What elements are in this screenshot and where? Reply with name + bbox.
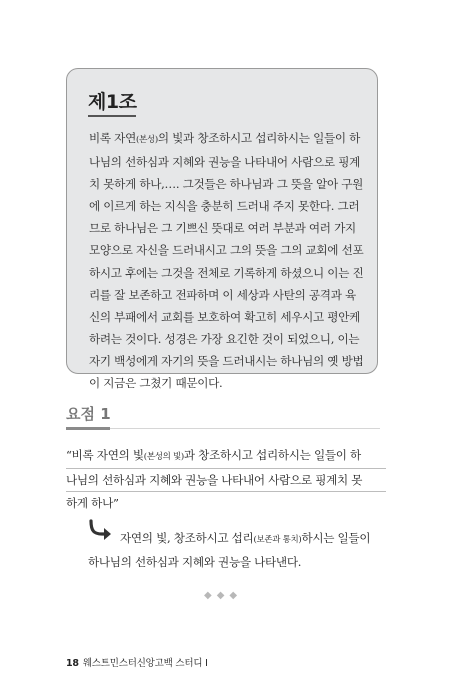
article-line: 모양으로 자신을 드러내시고 그의 뜻을 그의 교회에 선포 xyxy=(89,243,364,258)
article-line: 치 못하게 하나,…. 그것들은 하나님과 그 뜻을 알아 구원 xyxy=(89,177,364,192)
answer-line: 하나님의 선하심과 지혜와 권능을 나타낸다. xyxy=(88,555,302,569)
article-text xyxy=(89,127,364,394)
annotation: (보존과 통치) xyxy=(253,535,302,545)
article-line: 므로 하나님은 그 기쁘신 뜻대로 여러 부분과 여러 가지 xyxy=(89,221,356,236)
page-footer xyxy=(66,655,208,669)
book-title: 웨스트민스터신앙고백 스터디 I xyxy=(82,658,208,669)
text-segment: 하시는 일들이 xyxy=(301,531,371,545)
text-segment: 비록 자연 xyxy=(89,131,136,145)
section-underline xyxy=(66,427,110,430)
article-line: 에 이르게 하는 지식을 충분히 드러내 주지 못한다. 그러 xyxy=(89,199,360,214)
article-line xyxy=(89,127,361,151)
answer-line xyxy=(88,527,388,551)
page-number: 18 xyxy=(66,658,79,669)
title-underline xyxy=(88,115,136,117)
section-divider xyxy=(110,428,380,429)
article-line: 이 지금은 그쳤기 때문이다. xyxy=(89,376,223,391)
article-line: 자기 백성에게 자기의 뜻을 드러내시는 하나님의 옛 방법 xyxy=(89,353,364,368)
section-ornament: ◆◆◆ xyxy=(204,590,243,601)
quote-line: 하게 하나” xyxy=(66,496,119,510)
article-line: 나님의 선하심과 지혜와 권능을 나타내어 사람으로 핑계 xyxy=(89,155,361,170)
article-line: 하려는 것이다. 성경은 가장 요긴한 것이 되었으니, 이는 xyxy=(89,331,360,346)
section-heading: 요점 1 xyxy=(66,405,111,423)
text-segment: 의 빛과 창조하시고 섭리하시는 일들이 하 xyxy=(157,131,361,145)
quote-line xyxy=(66,444,386,469)
annotation: (본성의 빛) xyxy=(143,452,184,462)
article-line: 리를 잘 보존하고 전파하며 이 세상과 사탄의 공격과 육 xyxy=(89,287,356,302)
annotation: (본성) xyxy=(135,135,158,145)
article-title: 제1조 xyxy=(88,91,137,113)
key-point-quote xyxy=(66,444,386,514)
text-segment: 과 창조하시고 섭리하시는 일들이 하 xyxy=(183,448,361,462)
text-segment: “비록 자연의 빛 xyxy=(66,448,144,462)
key-point-answer xyxy=(88,527,388,573)
article-line: 하시고 후에는 그것을 전체로 기록하게 하셨으니 이는 진 xyxy=(89,265,364,280)
quote-line: 나님의 선하심과 지혜와 권능을 나타내어 사람으로 핑계치 못 xyxy=(66,469,386,492)
article-line: 신의 부패에서 교회를 보호하여 확고히 세우시고 평안케 xyxy=(89,309,361,324)
text-segment: 자연의 빛, 창조하시고 섭리 xyxy=(120,531,254,545)
